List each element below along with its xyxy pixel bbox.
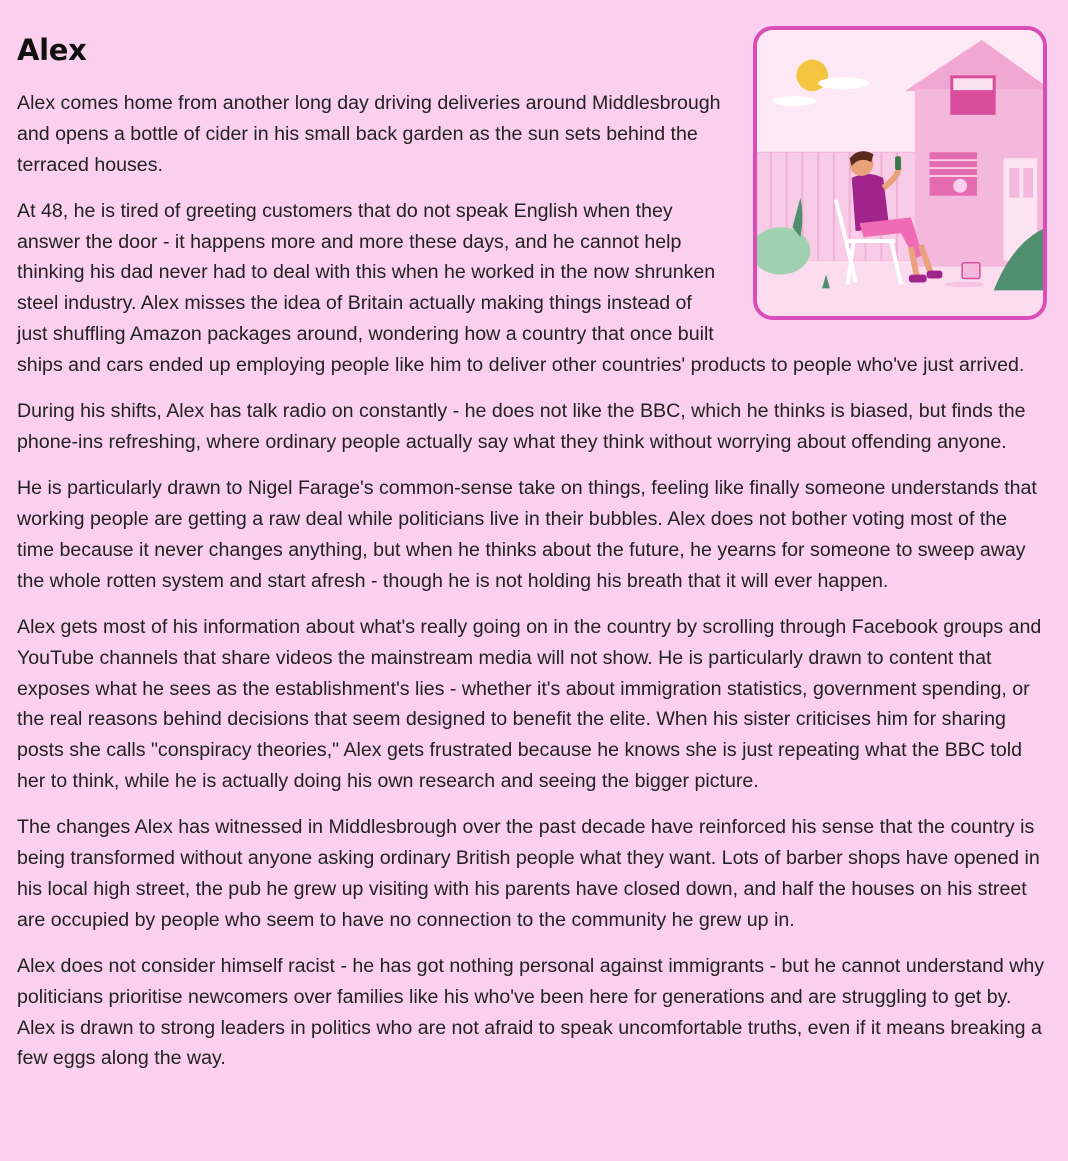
paragraph-3: During his shifts, Alex has talk radio on constantly - he does not like the BBC, which he thinks is biased, but finds the phone-ins refreshing, where ordinary people actually say what they think without worrying about offending anyone. [17,400,1026,453]
paragraph-2: At 48, he is tired of greeting customers that do not speak English when they answer the door - it happens more and more these days, and he cannot help thinking his dad never had to deal with this when he worked in the now shrunken steel industry. Alex misses the idea of Britain actually making things instead of just shuffling Amazon packages around, wondering how a country that once built ships and cars ended up employing people like him to deliver other countries' products to people who've just arrived. [17,199,1025,376]
paragraph-4: He is particularly drawn to Nigel Farage's common-sense take on things, feeling like finally someone understands that working people are getting a raw deal while politicians live in their bubbles. Alex does not bother voting most of the time because it never changes anything, but when he thinks about the future, he yearns for someone to sweep away the whole rotten system and start afresh - though he is not holding his breath that it will ever happen. [17,477,1037,592]
paragraph-1: Alex comes home from another long day driving deliveries around Middlesbrough and opens a bottle of cider in his small back garden as the sun sets behind the terraced houses. [17,92,721,176]
article [17,26,1047,1090]
paragraph-5: Alex gets most of his information about what's really going on in the country by scrolling through Facebook groups and YouTube channels that share videos the mainstream media will not show. He is particularly drawn to content that exposes what he sees as the establishment's lies - whether it's about immigration statistics, government spending, or the real reasons behind decisions that seem designed to benefit the elite. When his sister criticises him for sharing posts she calls "conspiracy theories," Alex gets frustrated because he knows she is just repeating what the BBC told her to think, while he is actually doing his own research and seeing the bigger picture. [17,615,1042,792]
page-title: Alex [17,33,87,67]
paragraph-6: The changes Alex has witnessed in Middlesbrough over the past decade have reinforced his sense that the country is being transformed without anyone asking ordinary British people what they want. Lots of barber shops have opened in his local high street, the pub he grew up visiting with his parents have closed down, and half the houses on his street are occupied by people who seem to have no connection to the community he grew up in. [17,816,1040,931]
garden-illustration [753,26,1047,320]
man-relaxing-in-garden-icon [757,30,1043,316]
paragraph-7: Alex does not consider himself racist - he has got nothing personal against immigrants - but he cannot understand why politicians prioritise newcomers over families like his who've been here for generations and are struggling to get by. Alex is drawn to strong leaders in politics who are not afraid to speak uncomfortable truths, even if it means breaking a few eggs along the way. [17,954,1045,1070]
